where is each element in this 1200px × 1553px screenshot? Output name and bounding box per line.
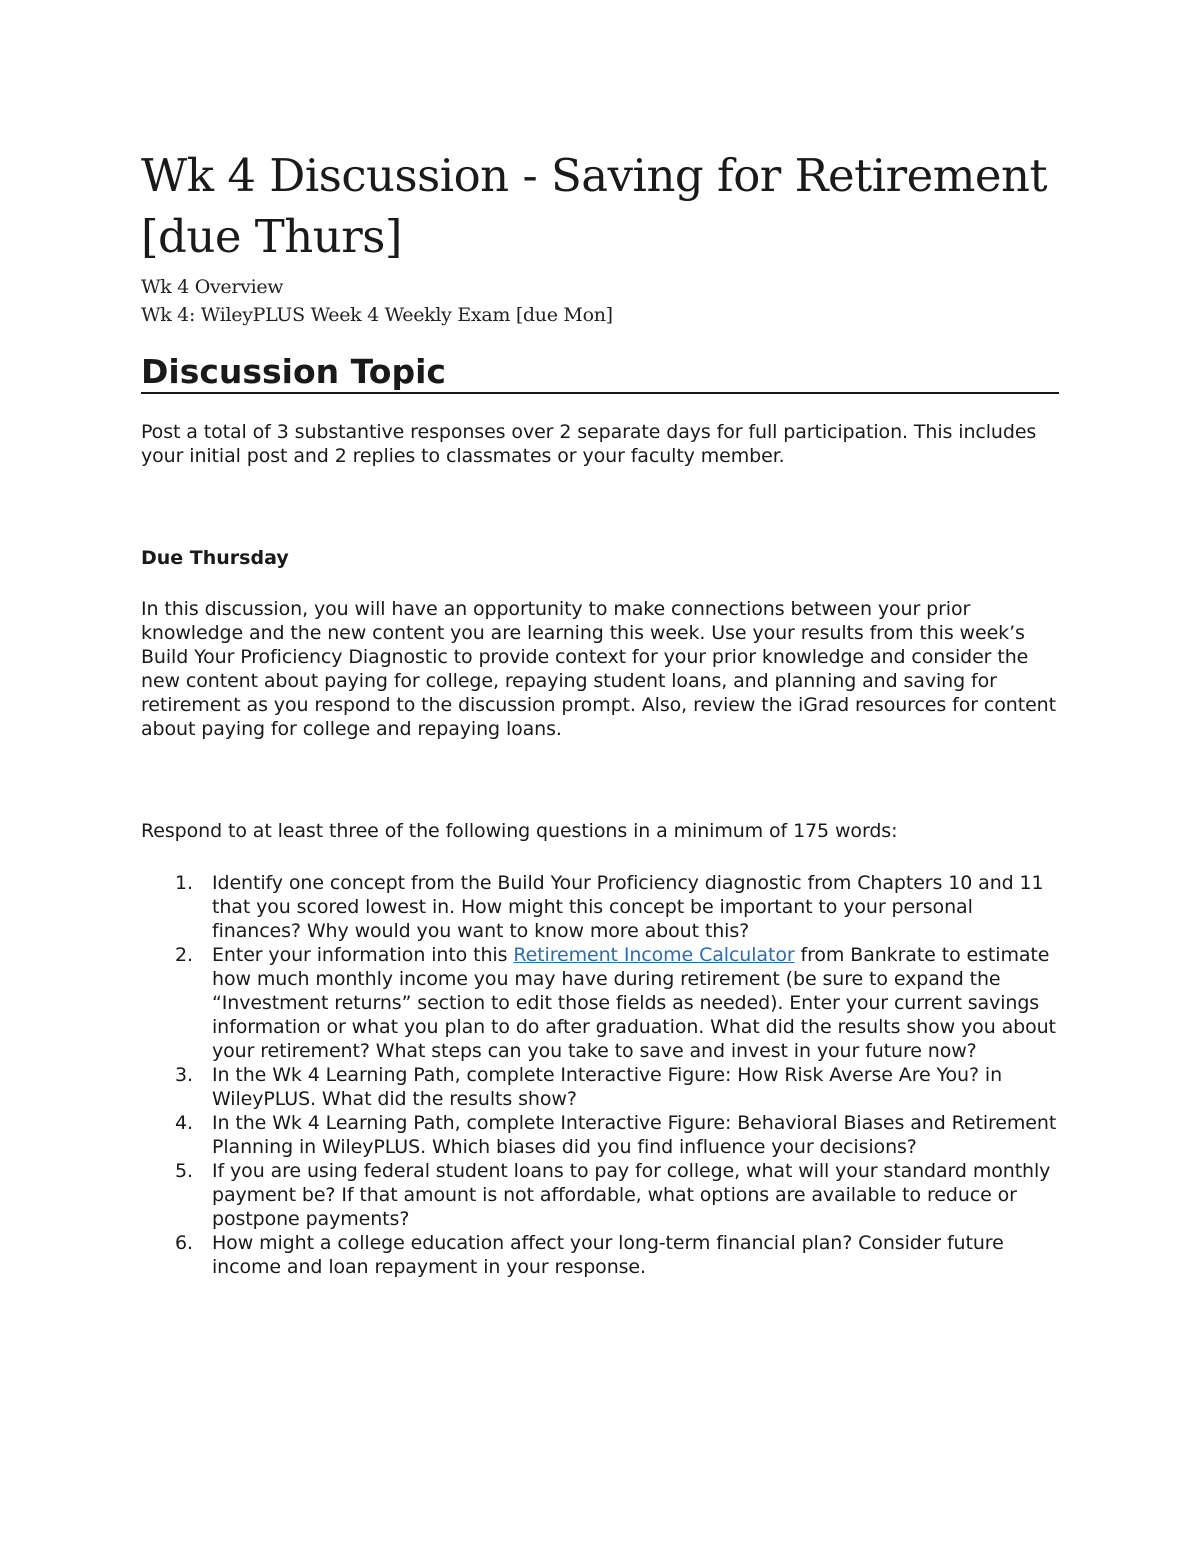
question-item — [141, 1111, 1059, 1159]
document-page — [141, 0, 1059, 1279]
question-text: In the Wk 4 Learning Path, complete Interactive Figure: How Risk Averse Are You? in WileyPLUS. What did the results show? — [212, 1064, 1003, 1110]
question-text: If you are using federal student loans to pay for college, what will your standard monthly payment be? If that amount is not affordable, what options are available to reduce or postpone payments? — [212, 1160, 1051, 1230]
question-number: 1. — [175, 872, 193, 894]
question-text: In the Wk 4 Learning Path, complete Interactive Figure: Behavioral Biases and Retirement Planning in WileyPLUS. Which biases did you find influence your decisions? — [212, 1112, 1057, 1158]
response-instructions: Respond to at least three of the following questions in a minimum of 175 words: — [141, 820, 898, 842]
breadcrumb-links — [141, 273, 1059, 329]
participation-instructions: Post a total of 3 substantive responses over 2 separate days for full participation. This includes your initial post and 2 replies to classmates or your faculty member. — [141, 421, 1037, 467]
question-text-rest: from Bankrate to estimate how much monthly income you may have during retirement (be sure to expand the “Investment returns” section to edit those fields as needed). Enter your current savings information or what you plan to do after graduation. What did the results show you about your retirement? What steps can you take to save and invest in your future now? — [212, 944, 1056, 1062]
question-text: Identify one concept from the Build Your Proficiency diagnostic from Chapters 10 and 11 that you scored lowest in. How might this concept be important to your personal finances? Why would you want to know more about this? — [212, 872, 1044, 942]
question-text-lead: Enter your information into this — [212, 944, 514, 966]
question-list — [141, 871, 1059, 1279]
retirement-calculator-link[interactable]: Retirement Income Calculator — [513, 944, 795, 966]
question-number: 6. — [175, 1232, 193, 1254]
overview-link[interactable]: Wk 4 Overview — [141, 276, 284, 298]
question-item — [141, 871, 1059, 943]
question-text: How might a college education affect your long-term financial plan? Consider future income and loan repayment in your response. — [212, 1232, 1004, 1278]
discussion-description: In this discussion, you will have an opportunity to make connections between your prior knowledge and the new content you are learning this week. Use your results from this week’s Build Your Proficiency Diagnostic to provide context for your prior knowledge and consider the new content about paying for college, repaying student loans, and planning and saving for retirement as you respond to the discussion prompt. Also, review the iGrad resources for content about paying for college and repaying loans. — [141, 598, 1056, 740]
question-number: 4. — [175, 1112, 193, 1134]
question-item — [141, 1159, 1059, 1231]
page-title: Wk 4 Discussion - Saving for Retirement [due Thurs] — [141, 149, 1048, 263]
question-item — [141, 943, 1059, 1063]
question-number: 2. — [175, 944, 193, 966]
question-number: 3. — [175, 1064, 193, 1086]
question-item — [141, 1063, 1059, 1111]
due-heading: Due Thursday — [141, 547, 289, 569]
section-heading: Discussion Topic — [141, 352, 1059, 394]
question-item — [141, 1231, 1059, 1279]
question-number: 5. — [175, 1160, 193, 1182]
weekly-exam-link[interactable]: Wk 4: WileyPLUS Week 4 Weekly Exam [due Mon] — [141, 304, 613, 326]
